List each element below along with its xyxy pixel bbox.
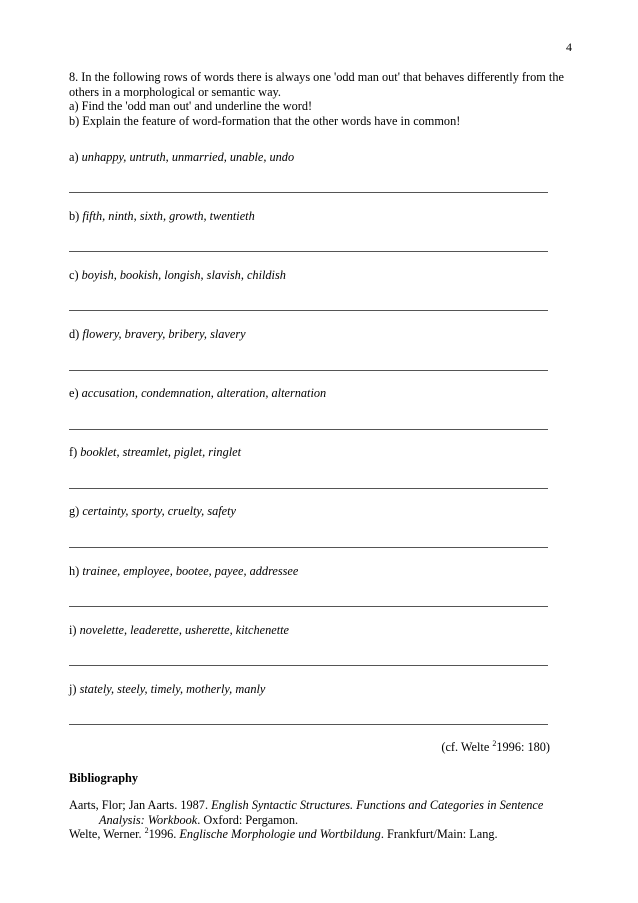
- exercise-item-i: [69, 623, 549, 638]
- item-words: trainee, employee, bootee, payee, addressee: [82, 564, 299, 578]
- exercise-item-c: [69, 268, 549, 283]
- answer-line-g[interactable]: [69, 547, 548, 548]
- answer-line-i[interactable]: [69, 665, 548, 666]
- entry-authors: Welte, Werner.: [69, 827, 145, 841]
- answer-line-h[interactable]: [69, 606, 548, 607]
- task-instructions: [69, 70, 579, 128]
- item-words: novelette, leaderette, usherette, kitchenette: [79, 623, 289, 637]
- item-label: e): [69, 386, 79, 400]
- answer-line-e[interactable]: [69, 429, 548, 430]
- entry-publisher: . Oxford: Pergamon.: [197, 812, 299, 827]
- bibliography-list: [69, 798, 584, 842]
- item-label: c): [69, 268, 79, 282]
- exercise-item-g: [69, 504, 549, 519]
- item-label: g): [69, 504, 80, 518]
- task-part-b: b) Explain the feature of word-formation that the other words have in common!: [69, 113, 461, 128]
- item-label: h): [69, 564, 80, 578]
- entry-title: Englische Morphologie und Wortbildung: [179, 827, 381, 841]
- entry-publisher: . Frankfurt/Main: Lang.: [380, 827, 498, 841]
- task-intro: 8. In the following rows of words there is always one 'odd man out' that behaves differently from the others in a morphological or semantic way.: [69, 70, 564, 99]
- entry-year: 1996.: [148, 827, 180, 841]
- answer-line-c[interactable]: [69, 310, 548, 311]
- item-label: b): [69, 209, 80, 223]
- item-label: f): [69, 445, 78, 459]
- answer-line-a[interactable]: [69, 192, 548, 193]
- bibliography-entry: [69, 827, 584, 842]
- item-label: d): [69, 327, 80, 341]
- item-words: unhappy, untruth, unmarried, unable, undo: [81, 150, 295, 164]
- answer-line-j[interactable]: [69, 724, 548, 725]
- exercise-item-b: [69, 209, 549, 224]
- exercise-item-f: [69, 445, 549, 460]
- item-words: stately, steely, timely, motherly, manly: [79, 682, 266, 696]
- item-label: i): [69, 623, 77, 637]
- exercise-item-j: [69, 682, 549, 697]
- citation-edition: 2: [492, 739, 497, 748]
- exercise-item-d: [69, 327, 549, 342]
- exercise-item-e: [69, 386, 549, 401]
- task-part-a: a) Find the 'odd man out' and underline the word!: [69, 99, 313, 113]
- item-label: j): [69, 682, 77, 696]
- item-words: boyish, bookish, longish, slavish, childish: [81, 268, 286, 282]
- bibliography-entry: [69, 798, 584, 827]
- exercise-item-h: [69, 564, 549, 579]
- answer-line-f[interactable]: [69, 488, 548, 489]
- item-words: fifth, ninth, sixth, growth, twentieth: [82, 209, 255, 223]
- answer-line-d[interactable]: [69, 370, 548, 371]
- page-number: 4: [566, 40, 572, 54]
- item-words: accusation, condemnation, alteration, alternation: [81, 386, 327, 400]
- item-words: certainty, sporty, cruelty, safety: [82, 504, 237, 518]
- item-label: a): [69, 150, 79, 164]
- entry-edition: 2: [144, 826, 149, 835]
- item-words: booklet, streamlet, piglet, ringlet: [80, 445, 242, 459]
- entry-title: English Syntactic Structures. Functions and Categories in Sentence Analysis: Workbook: [99, 798, 544, 827]
- citation-suffix: 1996: 180): [496, 740, 550, 754]
- entry-authors: Aarts, Flor; Jan Aarts. 1987.: [69, 798, 212, 812]
- item-words: flowery, bravery, bribery, slavery: [82, 327, 246, 341]
- bibliography-heading: Bibliography: [69, 771, 139, 785]
- exercise-item-a: [69, 150, 549, 165]
- answer-line-b[interactable]: [69, 251, 548, 252]
- citation-prefix: (cf. Welte: [441, 740, 493, 754]
- source-citation: [430, 740, 550, 755]
